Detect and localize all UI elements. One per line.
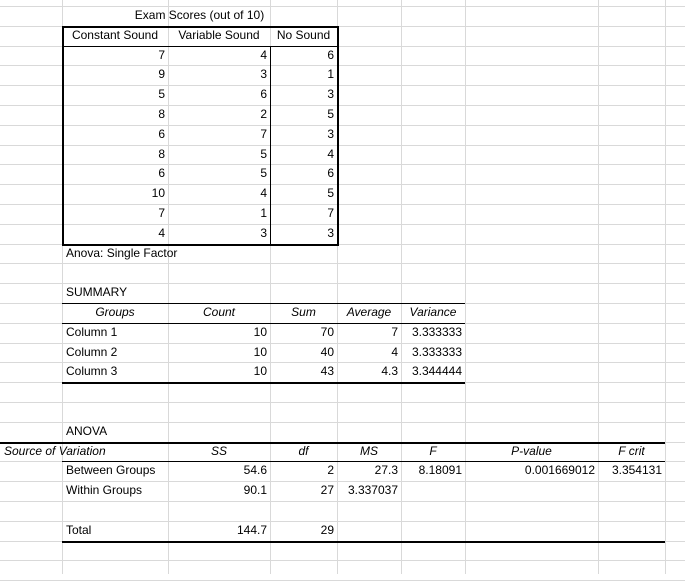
summary-bottom-border bbox=[62, 382, 465, 384]
summary-header-cell: Count bbox=[202, 305, 236, 319]
anova-cell: Within Groups bbox=[66, 483, 143, 497]
anova-header-bottom-border bbox=[62, 461, 665, 462]
exam-score-cell: 6 bbox=[327, 48, 334, 62]
summary-header-top-border bbox=[62, 303, 465, 304]
exam-table-top-border bbox=[62, 26, 338, 28]
anova-single-factor-title: Anova: Single Factor bbox=[66, 246, 178, 260]
exam-score-cell: 3 bbox=[327, 127, 334, 141]
summary-header-cell: Average bbox=[346, 305, 392, 319]
anova-cell: 2 bbox=[327, 463, 334, 477]
anova-label: ANOVA bbox=[66, 424, 108, 438]
exam-score-cell: 3 bbox=[260, 67, 267, 81]
summary-label: SUMMARY bbox=[66, 285, 128, 299]
anova-cell: Between Groups bbox=[66, 463, 156, 477]
exam-header-cell: Constant Sound bbox=[71, 28, 159, 42]
gridline-row bbox=[0, 263, 685, 264]
summary-cell: Column 1 bbox=[66, 325, 118, 339]
anova-cell: 27.3 bbox=[374, 463, 398, 477]
anova-cell: 8.18091 bbox=[418, 463, 462, 477]
gridline-row bbox=[0, 501, 685, 502]
anova-cell: 90.1 bbox=[243, 483, 267, 497]
exam-table-left-border bbox=[62, 26, 64, 246]
gridline-row bbox=[0, 402, 685, 403]
summary-cell: Column 3 bbox=[66, 364, 118, 378]
exam-score-cell: 6 bbox=[327, 166, 334, 180]
anova-cell: 27 bbox=[320, 483, 334, 497]
summary-header-cell: Sum bbox=[291, 305, 316, 319]
summary-header-bottom-border bbox=[62, 323, 465, 324]
anova-bottom-border bbox=[62, 541, 665, 543]
exam-score-cell: 7 bbox=[158, 48, 165, 62]
anova-header-cell: df bbox=[298, 444, 309, 458]
gridline-col bbox=[465, 0, 466, 574]
summary-cell: Column 2 bbox=[66, 345, 118, 359]
anova-header-cell: SS bbox=[210, 444, 227, 458]
anova-header-cell: F bbox=[429, 444, 437, 458]
anova-cell: 3.337037 bbox=[347, 483, 398, 497]
exam-score-cell: 1 bbox=[260, 206, 267, 220]
anova-header-cell: MS bbox=[360, 444, 378, 458]
exam-score-cell: 6 bbox=[158, 166, 165, 180]
summary-cell: 4 bbox=[391, 345, 398, 359]
gridline-col bbox=[401, 0, 402, 574]
summary-cell: 10 bbox=[253, 345, 267, 359]
summary-header-cell: Groups bbox=[95, 305, 135, 319]
gridline-col bbox=[598, 0, 599, 574]
exam-score-cell: 7 bbox=[158, 206, 165, 220]
exam-header-cell: No Sound bbox=[276, 28, 331, 42]
exam-score-cell: 5 bbox=[158, 87, 165, 101]
anova-header-cell: Source of Variation bbox=[4, 444, 106, 458]
exam-score-cell: 3 bbox=[327, 226, 334, 240]
anova-cell: 54.6 bbox=[243, 463, 267, 477]
summary-cell: 3.344444 bbox=[411, 364, 462, 378]
exam-table-right-border bbox=[337, 26, 339, 246]
exam-header-bottom-border bbox=[62, 46, 338, 47]
summary-cell: 10 bbox=[253, 325, 267, 339]
summary-cell: 7 bbox=[391, 325, 398, 339]
anova-total-cell: 29 bbox=[320, 523, 334, 537]
exam-score-cell: 10 bbox=[151, 186, 165, 200]
summary-cell: 70 bbox=[320, 325, 334, 339]
anova-cell: 0.001669012 bbox=[524, 463, 595, 477]
summary-cell: 4.3 bbox=[381, 364, 398, 378]
exam-score-cell: 5 bbox=[260, 147, 267, 161]
exam-score-cell: 1 bbox=[327, 67, 334, 81]
summary-cell: 40 bbox=[320, 345, 334, 359]
summary-cell: 3.333333 bbox=[411, 345, 462, 359]
exam-score-cell: 5 bbox=[327, 107, 334, 121]
exam-title: Exam Scores (out of 10) bbox=[134, 8, 265, 22]
exam-score-cell: 6 bbox=[260, 87, 267, 101]
exam-score-cell: 5 bbox=[327, 186, 334, 200]
anova-total-cell: Total bbox=[66, 523, 92, 537]
exam-header-cell: Variable Sound bbox=[178, 28, 260, 42]
exam-score-cell: 7 bbox=[327, 206, 334, 220]
anova-header-top-border bbox=[0, 442, 665, 444]
summary-cell: 43 bbox=[320, 364, 334, 378]
exam-score-cell: 7 bbox=[260, 127, 267, 141]
anova-header-cell: F crit bbox=[618, 444, 645, 458]
gridline-row bbox=[0, 560, 685, 561]
exam-score-cell: 4 bbox=[158, 226, 165, 240]
exam-score-cell: 6 bbox=[158, 127, 165, 141]
anova-total-cell: 144.7 bbox=[236, 523, 267, 537]
exam-score-cell: 4 bbox=[260, 186, 267, 200]
exam-score-cell: 3 bbox=[327, 87, 334, 101]
exam-score-cell: 3 bbox=[260, 226, 267, 240]
exam-score-cell: 2 bbox=[260, 107, 267, 121]
summary-cell: 10 bbox=[253, 364, 267, 378]
exam-col-divider bbox=[270, 46, 271, 244]
exam-score-cell: 8 bbox=[158, 107, 165, 121]
exam-score-cell: 8 bbox=[158, 147, 165, 161]
exam-score-cell: 4 bbox=[260, 48, 267, 62]
summary-cell: 3.333333 bbox=[411, 325, 462, 339]
anova-cell: 3.354131 bbox=[611, 463, 662, 477]
exam-score-cell: 5 bbox=[260, 166, 267, 180]
exam-table-bottom-border bbox=[62, 244, 338, 246]
summary-header-cell: Variance bbox=[409, 305, 457, 319]
anova-header-cell: P-value bbox=[511, 444, 552, 458]
exam-score-cell: 9 bbox=[158, 67, 165, 81]
exam-score-cell: 4 bbox=[327, 147, 334, 161]
gridline-col bbox=[665, 0, 666, 574]
